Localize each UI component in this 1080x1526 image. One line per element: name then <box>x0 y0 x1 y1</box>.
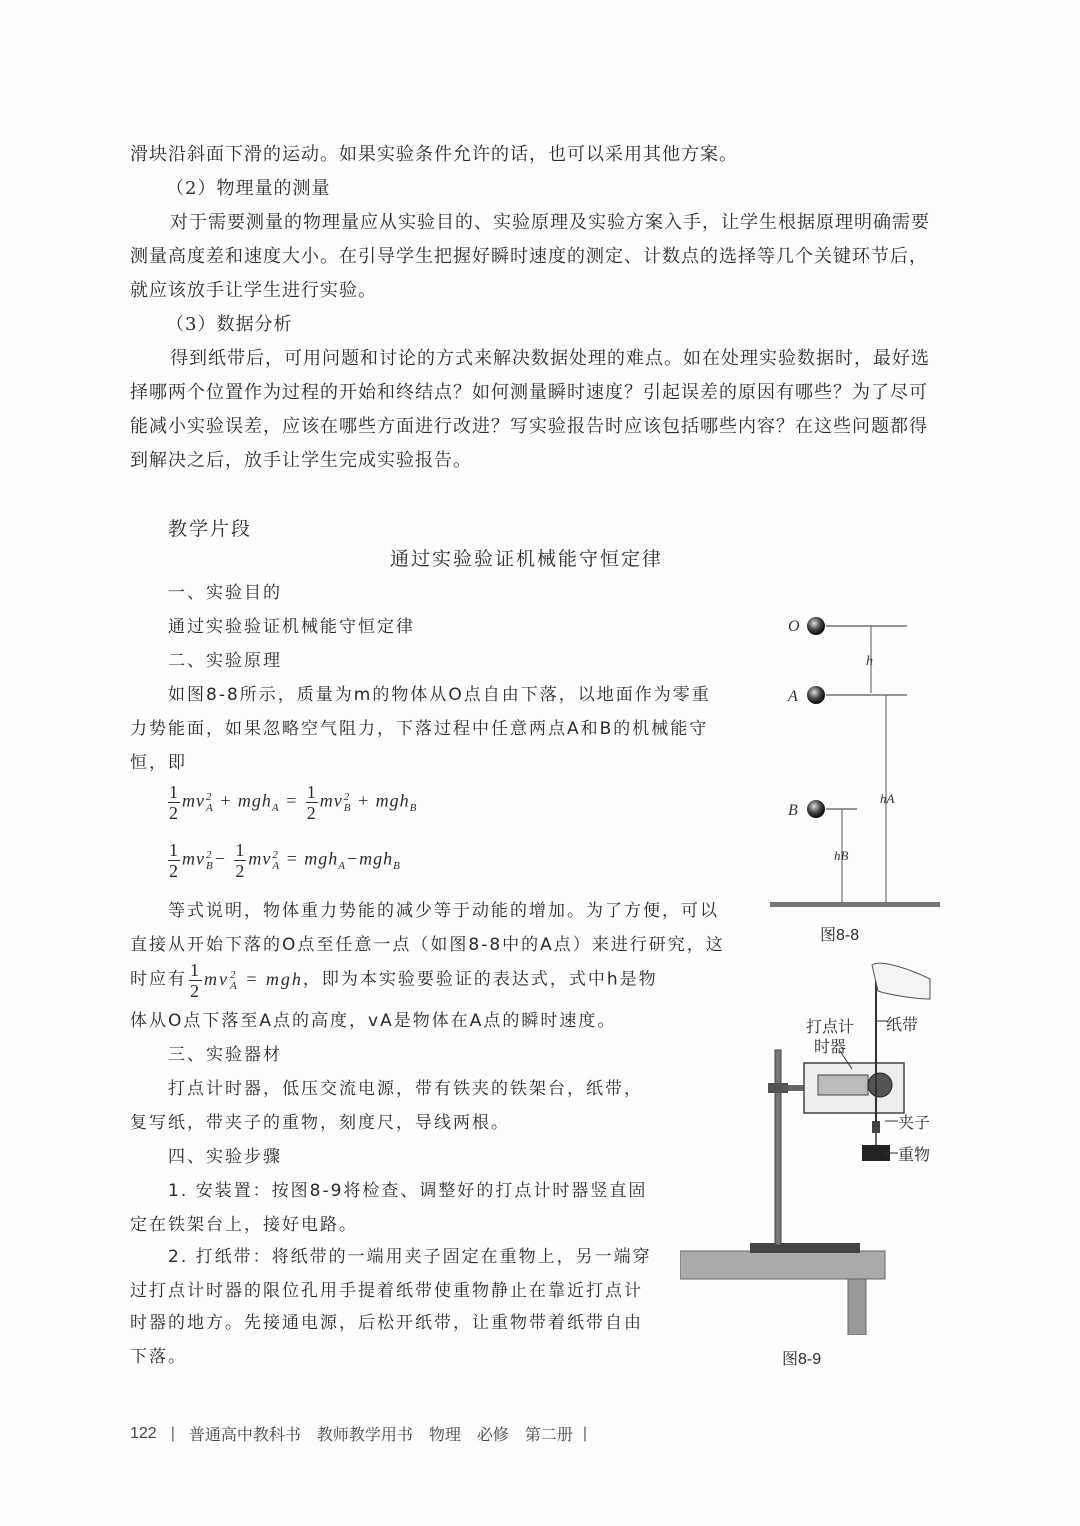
ball-b <box>807 800 825 818</box>
figure-8-8 <box>770 605 940 910</box>
stand-clamp <box>768 1083 788 1093</box>
label-tape: 纸带 <box>886 1017 919 1034</box>
label-o: O <box>788 618 800 635</box>
figure-8-8-caption: 图8-8 <box>820 927 860 944</box>
subheading-2: （2）物理量的测量 <box>166 178 331 199</box>
step-2-line-1: 2. 打纸带：将纸带的一端用夹子固定在重物上，另一端穿 <box>168 1247 652 1267</box>
paragraph-1: 滑块沿斜面下滑的运动。如果实验条件允许的话，也可以采用其他方案。 <box>130 144 738 165</box>
ground <box>770 902 940 907</box>
label-ha: hA <box>880 791 895 806</box>
section-4-heading: 四、实验步骤 <box>168 1147 282 1167</box>
ball-a <box>807 686 825 704</box>
table-top <box>680 1251 885 1279</box>
equation-2: $\frac{1}{2}$ mv 2 B − $\frac{1}{2}$ mv 2 A = mgh$_A$−mgh$_B$ <box>169 840 401 881</box>
figure-8-9-caption: 图8-9 <box>782 1351 822 1368</box>
section-3-heading: 三、实验器材 <box>168 1045 282 1065</box>
explain-line-1: 等式说明，物体重力势能的减少等于动能的增加。为了方便，可以 <box>168 901 719 921</box>
timer-coil <box>868 1073 892 1097</box>
explain-line-3-pre: 时应有 <box>130 969 187 990</box>
paragraph-3: 得到纸带后，可用问题和讨论的方式来解决数据处理的难点。如在处理实验数据时，最好选择哪两个位置作为过程的开始和终结点？如何测量瞬时速度？引起误差的原因有哪些？为了尽可能减小实验误差，应该在哪些方面进行改进？写实验报告时应该包括哪些内容？在这些问题都得到解决之后，放手让学生完成实验报告。 <box>130 348 930 471</box>
principle-line-2: 力势能面，如果忽略空气阻力，下落过程中任意两点A和B的机械能守 <box>130 719 709 739</box>
section-2-heading: 二、实验原理 <box>168 651 282 671</box>
step-2-line-2: 过打点计时器的限位孔用手提着纸带使重物静止在靠近打点计 <box>130 1281 643 1301</box>
label-clip: 夹子 <box>898 1115 931 1132</box>
section-1-heading: 一、实验目的 <box>168 583 282 603</box>
ball-o <box>807 617 825 635</box>
stand-rod <box>775 1050 781 1245</box>
section-1-body: 通过实验验证机械能守恒定律 <box>168 617 415 637</box>
explain-line-4: 体从O点下落至A点的高度，vA是物体在A点的瞬时速度。 <box>130 1011 617 1031</box>
page-number: 122 <box>130 1424 157 1442</box>
label-b: B <box>788 802 798 819</box>
stand-base <box>750 1243 860 1253</box>
subheading-3: （3）数据分析 <box>166 314 293 335</box>
footer-divider-left: | <box>170 1424 175 1442</box>
label-weight: 重物 <box>898 1147 931 1164</box>
explain-line-3-post: ，即为本实验要验证的表达式，式中h是物 <box>302 969 658 990</box>
segment-label: 教学片段 <box>168 518 253 540</box>
equation-3: $\frac{1}{2}$ mv 2 A = mgh <box>190 960 303 1001</box>
explain-line-3 <box>130 960 658 1001</box>
label-h: h <box>866 654 873 669</box>
principle-line-3: 恒，即 <box>130 753 187 773</box>
hand <box>872 963 930 999</box>
materials-line-1: 打点计时器，低压交流电源，带有铁夹的铁架台，纸带， <box>168 1079 643 1099</box>
book-info: 普通高中教科书 教师教学用书 物理 必修 第二册 <box>188 1427 573 1444</box>
step-2-line-4: 下落。 <box>130 1347 187 1367</box>
segment-title: 通过实验验证机械能守恒定律 <box>390 548 664 570</box>
step-1-line-2: 定在铁架台上，接好电路。 <box>130 1215 358 1235</box>
equation-1: $\frac{1}{2}$ mv 2 A + mgh$_A$ = $\frac{1}{2}$ mv 2 B + mgh$_B$ <box>169 782 418 823</box>
page-footer <box>130 1422 587 1445</box>
step-2-line-3: 时器的地方。先接通电源，后松开纸带，让重物带着纸带自由 <box>130 1313 643 1333</box>
label-hb: hB <box>834 848 849 863</box>
step-1-line-1: 1. 安装置：按图8-9将检查、调整好的打点计时器竖直固 <box>168 1181 648 1201</box>
paragraph-2: 对于需要测量的物理量应从实验目的、实验原理及实验方案入手，让学生根据原理明确需要测量高度差和速度大小。在引导学生把握好瞬时速度的测定、计数点的选择等几个关键环节后，就应该放手让学生进行实验。 <box>130 212 930 301</box>
label-timer: 打点计 时器 <box>806 1019 855 1056</box>
label-a: A <box>788 688 798 705</box>
materials-line-2: 复写纸，带夹子的重物，刻度尺，导线两根。 <box>130 1113 510 1133</box>
clip <box>872 1121 880 1133</box>
principle-line-1: 如图8-8所示，质量为m的物体从O点自由下落，以地面作为零重 <box>168 685 711 705</box>
explain-line-2: 直接从开始下落的O点至任意一点（如图8-8中的A点）来进行研究，这 <box>130 935 725 955</box>
footer-divider-right: | <box>582 1424 588 1442</box>
table-leg <box>848 1279 866 1335</box>
